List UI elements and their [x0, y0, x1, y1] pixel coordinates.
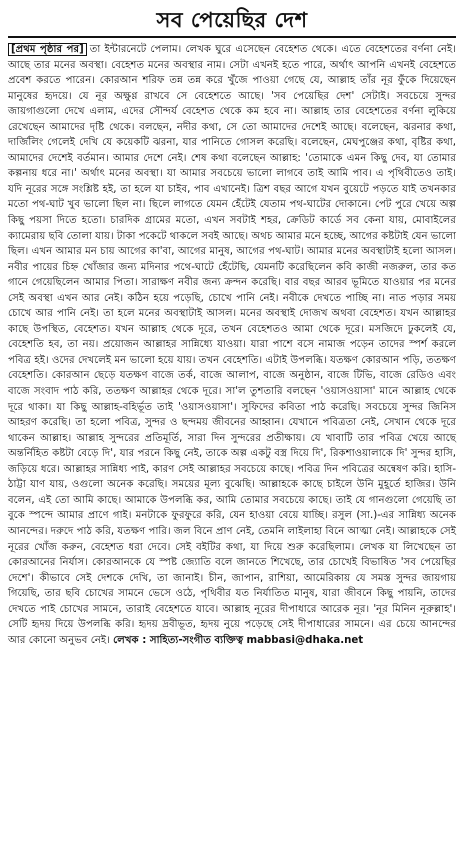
- byline: [113, 635, 363, 646]
- author-note: লেখক : সাহিত্য-সংগীত ব্যক্তিত্ব: [113, 634, 244, 646]
- article-body: [8, 42, 456, 648]
- article-text: তা ইন্টারনেটে পেলাম। লেখক ঘুরে এসেছেন বেহেশত থেকে। এতে বেহেশতের বর্ণনা নেই। আছে তার মনের অবস্থা। বেহেশত মনের অবস্থার নাম। সেটা এখনই হতে পারে, অর্থাৎ আপনি এখনই বেহেশতে প্রবেশ করতে পারেন। কোরআন শরিফ তন্ন তন্ন করে খুঁজে পাওয়া গেছে যে, আল্লাহ তাঁর নূর ফুঁকে দিয়েছেন মানুষের হৃদয়ে। যে নূর অক্ষুণ্ণ রাখবে সে বেহেশতে আছে। 'সব পেয়েছির দেশ' সেটাই। সবচেয়ে সুন্দর জায়গাগুলো দেখে এলাম, এদের সৌন্দর্য বেহেশত থেকে কম হবে না। আল্লাহ তার বেহেশতের বর্ণনা লুকিয়ে রেখেছেন আমাদের দৃষ্টি থেকে। বলছেন, নদীর কথা, সে তো আমাদের দেশেই আছে। বলেছেন, ঝরনার কথা, দার্জিলিং গেলেই দেখি যে কয়েকটি ঝরনা, যার পানিতে গোসল করেছি। বলেছেন, মেঘপুঞ্জের কথা, বৃষ্টির কথা, আমাদের দেশেই বর্তমান। আমার দেশে নেই। শেষ কথা বলেছেন আল্লাহ: 'তোমাকে এমন কিছু দেব, যা তোমার কল্পনায় ধরে না।' অর্থাৎ মনের অবস্থা। যা আমার সবচেয়ে ভালো লাগবে তাই আমি পাব। এ পৃথিবীতেও তাই। যদি নূরের সঙ্গে সংশ্লিষ্ট হই, তা হলে যা চাইব, পাব এখানেই। ত্রিশ বছর আগে যখন বুয়েটে পড়তে যাই তখনকার মতো পথ-ঘাট খুব ভালো ছিল না। ছিলে লাগতে যেমন হেঁটেই যেতাম পথ-ঘাটের দোকানে। পেট পুরে খেয়ে অল্প কিছু পয়সা দিতে হতো। চারদিক গ্রামের মতো, এখন সবটাই শহর, ক্রেডিট কার্ডে সব কেনা যায়, মোবাইলের ক্যামেরায় ছবি তোলা যায়। টাকা পকেটে থাকলে সবই আছে। অথচ আমার মনে হচ্ছে, আগের কষ্টটাই যেন ভালো ছিল। এখন আমার মন চায় আগের কা'বা, আগের মানুষ, আগের পথ-ঘাট। আমার মনের অবস্থাটাই হলো আসল। নবীর পায়ের চিহ্ন খোঁজার জন্য মদিনার পথে-ঘাটে হেঁটেছি, যেমনটি করেছিলেন কবি কাজী নজরুল, তার কত গানে গেয়েছিলেন আমার পিতা। সারাক্ষণ নবীর জন্য ক্রন্দন করেছি। বার বছর আরব ভূমিতে যাওয়ার পর মনের সেই অবস্থা এখন আর নেই। কঠিন হয়ে পড়েছি, চোখে পানি নেই। নবীকে দেখতে পাচ্ছি না। নাত পড়ার সময় চোখে আর পানি নেই। তা হলে মনের অবস্থাটাই আসল। মনের অবস্থাই দোজখ অথবা বেহেশত। যখন আল্লাহর কাছে উপস্থিত, বেহেশত। যখন আল্লাহ থেকে দূরে, তখন বেহেশতও আমা থেকে দূরে। মসজিদে ঢুকলেই যে, বেহেশতি হব, তা নয়। প্রয়োজন আল্লাহর সান্নিধ্যে যাওয়া। যারা পাশে বসে নামাজ পড়েন তাদের স্পর্শ করলে পবিত্র হই। ওদের দেখলেই মন ভালো হয়ে যায়। তখন বেহেশতি। এটাই উপলব্ধি। যতক্ষণ কোরআন পড়ি, ততক্ষণ বেহেশতি। কোরআন ছেড়ে যতক্ষণ বাজে তর্ক, বাজে আলাপ, বাজে অনুষ্ঠান, বাজে টিভি, বাজে রেডিও এবং বাজে সংবাদ পাঠ করি, ততক্ষণ আল্লাহর থেকে দূরে। সা'ল তুশতারি বলছেন 'ওয়াসওয়াসা' মানে আল্লাহ থেকে দূরে থাকা। যা কিছু আল্লাহ-বহির্ভূত তাই 'ওয়াসওয়াসা'। সুফিদের কবিতা পাঠ করেছি। সবচেয়ে সুন্দর জিনিস আহরণ করেছি। তা হলো পবিত্র, সুন্দর ও ছন্দময় জীবনের আহ্বান। যেখানে পবিত্রতা নেই, সেখান থেকে দূরে থাকেন আল্লাহ। আল্লাহ সুন্দরের প্রতিমূর্তি, সারা দিন সুন্দরের প্রতীক্ষায়। যে খাবাটি তার পবিত্র খেয়ে আছে অন্তর্নিহিত কষ্টটা বেড়ে দি', যার পরনে কিছু নেই, তাকে অল্প একটু বস্ত্র দিয়ে দি', রিকশাওয়ালাকে দি' সুন্দর হাসি, জড়িয়ে ধরে। আল্লাহর সান্নিধ্য পাই, কারণ সেই আল্লাহর সবচেয়ে কাছে। পবিত্র দিন পবিত্রের অন্বেষণ করি। হাসি-ঠাট্টা যাণ যায়, ওগুলো অনেক করেছি। সময়ের মূল্য বুঝেছি। আল্লাহকে কাছে চাইলে উনি মুহূর্তে হাজির। উনি বলেন, এই তো আমি কাছে। আমাকে উপলব্ধি কর, আমি তোমার সবচেয়ে কাছে। তাই যে গানগুলো গেয়েছি তা বুকে স্পন্দে আমার প্রাণে গাই। মনটাকে ফুরফুরে করি, যেন হাওয়া বেয়ে যাচ্ছি। রসুল (সা.)-এর সান্নিধ্য অনেক আনন্দের। দরুদে পাঠ করি, যতক্ষণ পারি। জল বিনে প্রাণ নেই, তেমনি লাইলাহা বিনে আত্মা নেই। আল্লাহকে সেই নূরের খোঁজ করুন, বেহেশত ধরা দেবে। সেই বইটির কথা, যা দিয়ে শুরু করেছিলাম। লেখক যা লিখেছেন তা কোরআনের নির্যাস। কোরআনকে যে স্পষ্ট জ্যোতি বলে জানতে শিখেছে, তার চোখেই বিভাষিত 'সব পেয়েছির দেশে'। কীভাবে সেই দেশকে দেখি, তা জানাই। চীন, জাপান, রাশিয়া, আমেরিকায় যে সমস্ত সুন্দর জায়গায় গিয়েছি, তার ছবি চোখের সামনে ভেসে ওঠে, পৃথিবীর যত নির্যাতিত মানুষ, যারা জীবনে কিছু পায়নি, তাদের দেখতে পাই চোখের সামনে, তারাই বেহেশতে যাবে। আল্লাহ নূরের দীপাধারে আরেক নূর। 'নূর মিনিন নূরুল্লাহ'। সেটি হৃদয় দিয়ে উপলব্ধি করি। হৃদয় দ্রবীভূত, হৃদয় নুয়ে পড়েছে সেই দীপাধারের সামনে। এর চেয়ে আনন্দের আর কোনো অনুভব নেই।: [8, 44, 456, 646]
- title-divider: [8, 36, 456, 38]
- continued-from-label: [প্রথম পৃষ্ঠার পর]: [8, 43, 87, 56]
- author-email: mabbasi@dhaka.net: [246, 634, 364, 646]
- article-title: সব পেয়েছির দেশ: [156, 7, 308, 32]
